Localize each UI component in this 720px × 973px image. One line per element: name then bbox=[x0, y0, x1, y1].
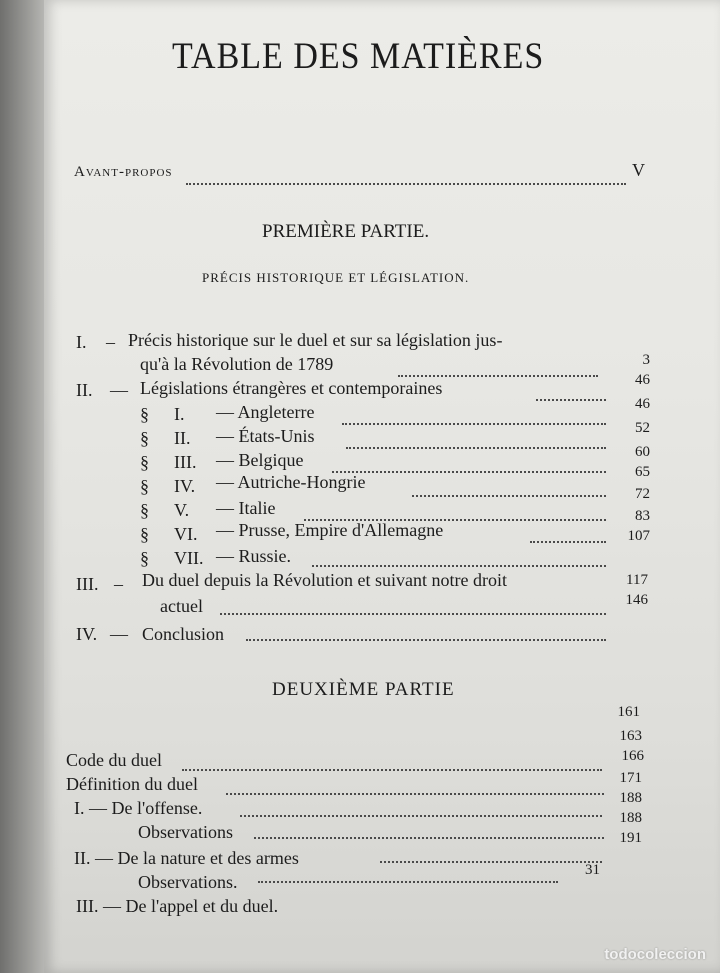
part2-entry: II. — De la nature et des armes bbox=[74, 848, 299, 868]
part2-page: 191 bbox=[619, 830, 642, 846]
part2-page: 31 bbox=[585, 862, 600, 878]
part1-subheading: PRÉCIS HISTORIQUE ET LÉGISLATION. bbox=[202, 270, 470, 285]
part2-entry: III. — De l'appel et du duel. bbox=[76, 896, 279, 916]
part2-page: 188 bbox=[619, 790, 642, 806]
entry-number: I. bbox=[76, 332, 87, 352]
entry-title-line2: actuel bbox=[160, 596, 203, 616]
section-sign: § bbox=[140, 428, 149, 448]
sub-entry-page: 72 bbox=[635, 486, 650, 502]
sub-entry-title: — États-Unis bbox=[216, 426, 315, 446]
entry-title-line1: Du duel depuis la Révolution et suivant notre droit bbox=[142, 570, 507, 590]
sub-entry-page: 60 bbox=[635, 444, 650, 460]
page-title: TABLE DES MATIÈRES bbox=[172, 36, 545, 77]
section-sign: § bbox=[140, 548, 149, 568]
sub-entry-title: — Belgique bbox=[216, 450, 304, 470]
sub-entry-title: — Prusse, Empire d'Allemagne bbox=[216, 520, 444, 540]
part2-heading: DEUXIÈME PARTIE bbox=[272, 679, 455, 700]
entry-title-line1: Précis historique sur le duel et sur sa législation jus- bbox=[128, 330, 503, 350]
leader-dots bbox=[530, 517, 606, 543]
part2-entry: Observations. bbox=[138, 872, 238, 892]
section-sign: § bbox=[140, 476, 149, 496]
sub-entry-title: — Italie bbox=[216, 498, 276, 518]
leader-dots bbox=[342, 399, 606, 425]
entry-dash: — bbox=[110, 624, 128, 644]
entry-title: Législations étrangères et contemporaines bbox=[140, 378, 443, 398]
leader-dots bbox=[246, 615, 606, 641]
part2-entry: Définition du duel bbox=[66, 774, 198, 794]
entry-dash: — bbox=[110, 380, 128, 400]
leader-dots bbox=[186, 159, 626, 185]
part2-entry: I. — De l'offense. bbox=[74, 798, 203, 818]
part2-page: 188 bbox=[619, 810, 642, 826]
sub-entry-title: — Angleterre bbox=[216, 402, 315, 422]
part2-page: 166 bbox=[621, 748, 644, 764]
section-sign: § bbox=[140, 500, 149, 520]
entry-title-line2: qu'à la Révolution de 1789 bbox=[140, 354, 334, 374]
entry-page: 146 bbox=[625, 592, 648, 608]
sub-entry-title: — Russie. bbox=[216, 546, 292, 566]
sub-entry-number: VII. bbox=[174, 548, 204, 568]
entry-page: 117 bbox=[626, 572, 648, 588]
book-page bbox=[44, 0, 720, 973]
book-gutter bbox=[0, 0, 46, 973]
part2-entry: Code du duel bbox=[66, 750, 162, 770]
leader-dots bbox=[536, 375, 606, 401]
entry-title: Conclusion bbox=[142, 624, 225, 644]
sub-entry-number: III. bbox=[174, 452, 197, 472]
section-sign: § bbox=[140, 404, 149, 424]
sub-entry-number: VI. bbox=[174, 524, 198, 544]
sub-entry-page: 83 bbox=[635, 508, 650, 524]
part2-entry: Observations bbox=[138, 822, 233, 842]
leader-dots bbox=[312, 541, 606, 567]
sub-entry-page: 46 bbox=[635, 396, 650, 412]
section-sign: § bbox=[140, 452, 149, 472]
entry-page: 46 bbox=[635, 372, 650, 388]
sub-entry-number: II. bbox=[174, 428, 191, 448]
part2-page: 171 bbox=[619, 770, 642, 786]
leader-dots bbox=[412, 471, 606, 497]
leader-dots bbox=[254, 813, 604, 839]
page-number: 163 bbox=[619, 728, 642, 744]
sub-entry-page: 52 bbox=[635, 420, 650, 436]
sub-entry-page: 65 bbox=[635, 464, 650, 480]
leader-dots bbox=[346, 423, 606, 449]
entry-dash: – bbox=[114, 574, 123, 594]
entry-page: 3 bbox=[642, 352, 650, 368]
entry-number: II. bbox=[76, 380, 93, 400]
sub-entry-page: 107 bbox=[627, 528, 650, 544]
part1-heading: PREMIÈRE PARTIE. bbox=[262, 221, 430, 242]
leader-dots bbox=[398, 351, 598, 377]
leader-dots bbox=[182, 745, 602, 771]
leader-dots bbox=[220, 589, 606, 615]
entry-number: IV. bbox=[76, 624, 98, 644]
entry-dash: – bbox=[106, 332, 115, 352]
leader-dots bbox=[258, 857, 558, 883]
sub-entry-number: IV. bbox=[174, 476, 196, 496]
avant-propos-label: Avant-propos bbox=[74, 164, 173, 180]
page-number: 161 bbox=[617, 704, 640, 720]
sub-entry-title: — Autriche-Hongrie bbox=[216, 472, 366, 492]
section-sign: § bbox=[140, 524, 149, 544]
sub-entry-number: V. bbox=[174, 500, 190, 520]
leader-dots bbox=[332, 447, 606, 473]
watermark: todocoleccion bbox=[604, 946, 706, 963]
entry-number: III. bbox=[76, 574, 99, 594]
sub-entry-number: I. bbox=[174, 404, 185, 424]
avant-propos-page: V bbox=[632, 160, 645, 180]
